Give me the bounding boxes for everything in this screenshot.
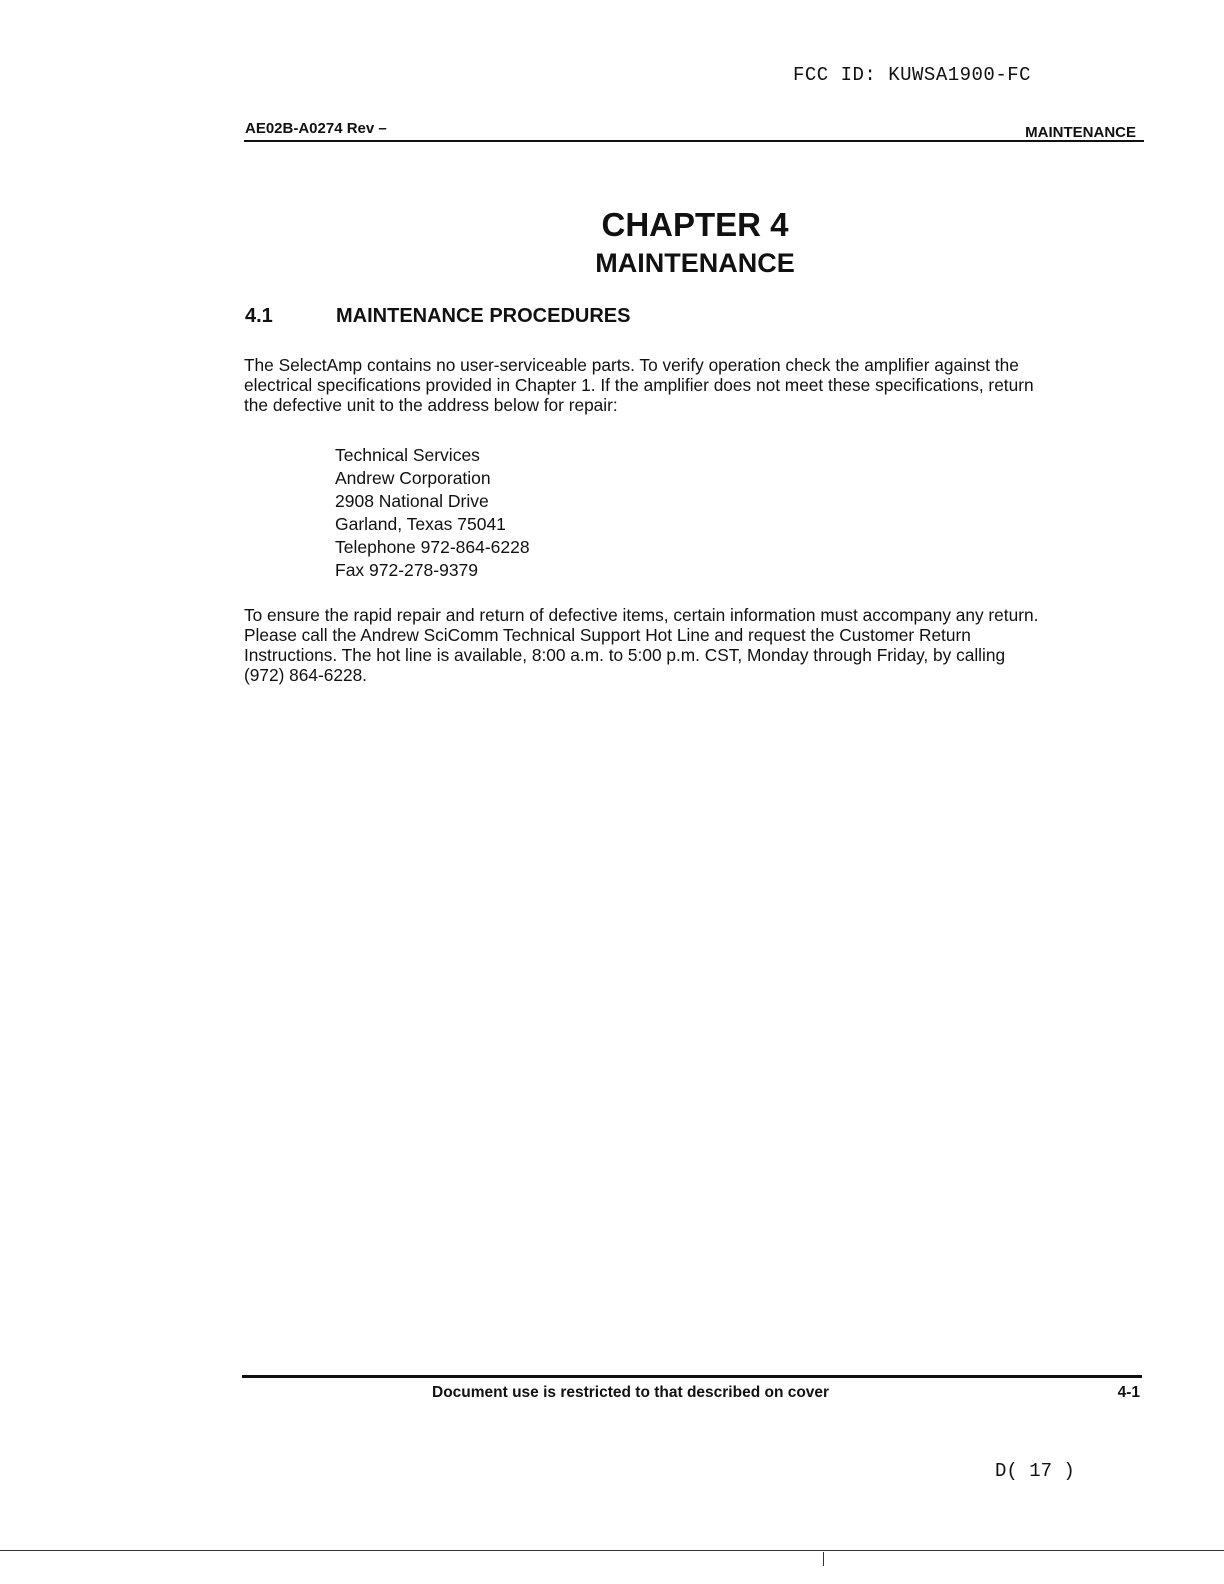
header-section: MAINTENANCE [1025, 124, 1136, 141]
address-line: Fax 972-278-9379 [335, 560, 479, 580]
page-number: 4-1 [1117, 1384, 1140, 1401]
return-instructions-paragraph [244, 605, 1142, 685]
repair-address [335, 444, 530, 582]
header-doc-number: AE02B-A0274 Rev – [245, 120, 387, 137]
paragraph-line: the defective unit to the address below for repair: [244, 395, 618, 415]
chapter-title: CHAPTER 4 [601, 206, 789, 243]
paragraph-line: The SelectAmp contains no user-serviceable parts. To verify operation check the amplifier against the [244, 355, 1019, 375]
intro-paragraph [244, 355, 1142, 415]
chapter-subtitle: MAINTENANCE [595, 248, 795, 278]
paragraph-line: Instructions. The hot line is available, 8:00 a.m. to 5:00 p.m. CST, Monday through Friday, by calling [244, 645, 1006, 665]
footer-notice: Document use is restricted to that described on cover [432, 1384, 830, 1401]
paragraph-line: (972) 864-6228. [244, 665, 367, 685]
scan-edge-rule [0, 1550, 1224, 1551]
paragraph-line: electrical specifications provided in Chapter 1. If the amplifier does not meet these specifications, return [244, 375, 1034, 395]
paragraph-line: Please call the Andrew SciComm Technical Support Hot Line and request the Customer Return [244, 625, 971, 645]
section-title: MAINTENANCE PROCEDURES [336, 305, 631, 327]
address-line: Telephone 972-864-6228 [335, 537, 530, 557]
page-stamp: D( 17 ) [995, 1460, 1075, 1482]
footer-rule [242, 1375, 1142, 1378]
address-line: 2908 National Drive [335, 491, 489, 511]
section-number: 4.1 [245, 305, 273, 327]
scan-edge-tick [823, 1552, 824, 1566]
address-line: Garland, Texas 75041 [335, 514, 506, 534]
paragraph-line: To ensure the rapid repair and return of defective items, certain information must accompany any return. [244, 605, 1039, 625]
header-rule [244, 140, 1144, 142]
address-line: Andrew Corporation [335, 468, 491, 488]
fcc-id: FCC ID: KUWSA1900-FC [793, 64, 1032, 86]
address-line: Technical Services [335, 445, 480, 465]
